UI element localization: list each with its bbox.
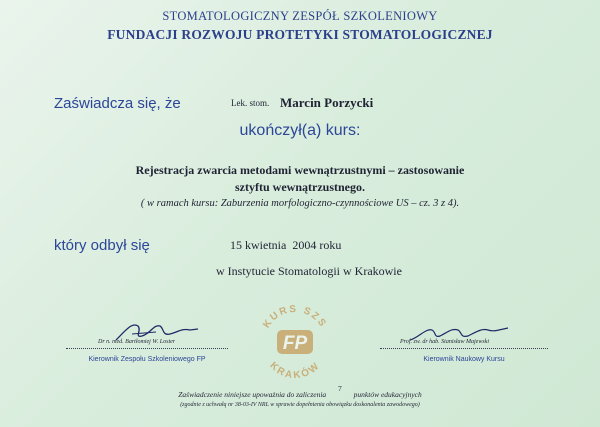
course-title-line-2: sztyftu wewnątrzustnego.: [235, 180, 365, 194]
seal-center-text: FP: [282, 333, 308, 354]
points-value: 7: [338, 384, 342, 393]
svg-text:KURS SZS: [261, 304, 328, 330]
footer-text-a: Zaświadczenie niniejsze upoważnia do zaliczenia: [178, 390, 327, 399]
right-signatory-name: Prof. zw. dr hab. Stanisław Majewski: [400, 339, 490, 345]
left-signature-line: [66, 348, 228, 349]
course-place: w Instytucie Stomatologii w Krakowie: [216, 264, 402, 278]
seal-bottom-text: KRAKÓW: [267, 360, 323, 382]
held-label: który odbył się: [54, 237, 150, 254]
left-signatory-role: Kierownik Zespołu Szkoleniowego FP: [88, 356, 206, 363]
footer-resolution-note: (zgodnie z uchwałą nr 38-03-IV NRL w sprawie dopełnienia obowiązku doskonalenia zawodowego): [180, 402, 420, 408]
organization-line-2: FUNDACJI ROZWOJU PROTETYKI STOMATOLOGICZNEJ: [107, 27, 493, 42]
course-note: ( w ramach kursu: Zaburzenia morfologiczno-czynnościowe US – cz. 3 z 4).: [140, 198, 460, 209]
course-title-line-1: Rejestracja zwarcia metodami wewnątrzustnymi – zastosowanie: [135, 163, 465, 177]
recipient-name: Marcin Porzycki: [280, 95, 374, 110]
right-signatory-role: Kierownik Naukowy Kursu: [423, 356, 505, 363]
footer-points-note: [0, 384, 600, 399]
professional-title: Lek. stom.: [231, 98, 270, 108]
course-date: 15 kwietnia 2004 roku: [230, 238, 342, 252]
left-signatory-name: Dr n. med. Bartłomiej W. Loster: [98, 339, 176, 345]
seal-top-text: KURS SZS: [261, 303, 329, 331]
right-signature-line: [380, 348, 548, 349]
organization-line-1: STOMATOLOGICZNY ZESPÓŁ SZKOLENIOWY: [162, 9, 438, 23]
footer-text-b: punktów edukacyjnych: [353, 390, 422, 399]
svg-text:KRAKÓW: [267, 360, 322, 381]
fp-seal-icon: [249, 296, 341, 388]
certifies-label: Zaświadcza się, że: [54, 95, 181, 112]
completed-label: ukończył(a) kurs:: [239, 122, 361, 139]
